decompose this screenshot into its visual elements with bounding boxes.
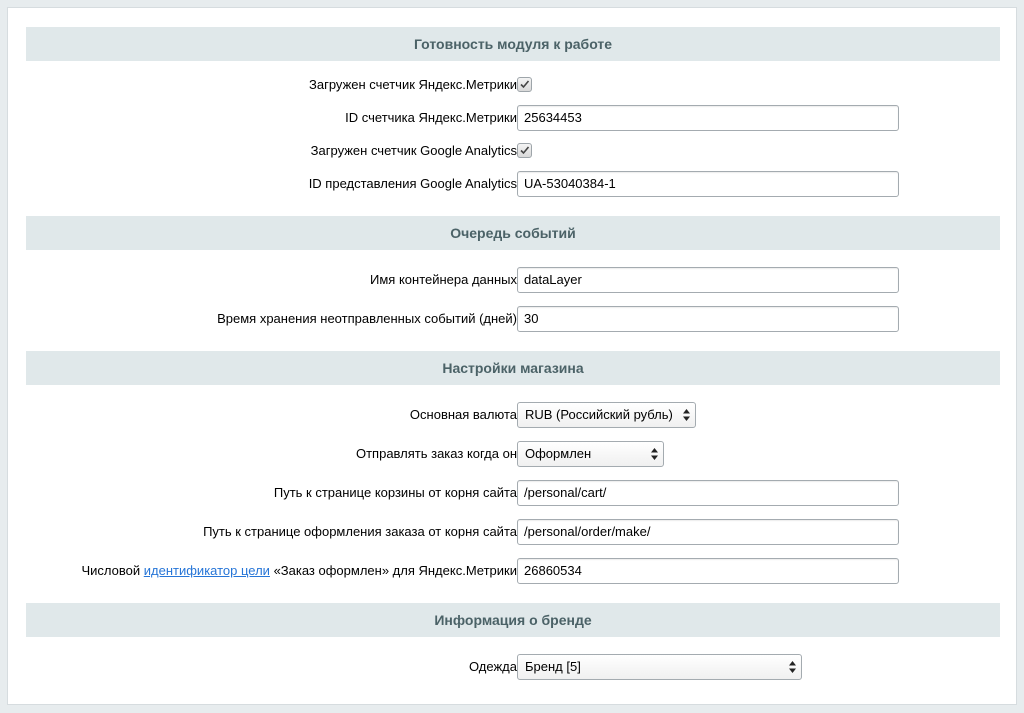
storage-days-input[interactable]: 30 (517, 306, 899, 332)
goal-id-label (82, 558, 518, 584)
row-clothes-brand (26, 654, 1000, 680)
yandex-loaded-checkbox[interactable] (517, 77, 532, 92)
cart-path-label: Путь к странице корзины от корня сайта (273, 485, 517, 500)
goal-id-label-suffix: «Заказ оформлен» для Яндекс.Метрики (269, 563, 517, 578)
send-order-select[interactable] (517, 441, 664, 467)
goal-id-label-prefix: Числовой (81, 563, 144, 578)
yandex-id-input[interactable]: 25634453 (517, 105, 899, 131)
section-header-shop: Настройки магазина (26, 351, 1000, 385)
send-order-select-value: Оформлен (525, 446, 592, 461)
ga-loaded-checkbox[interactable] (517, 143, 532, 158)
settings-panel (7, 7, 1017, 705)
row-storage (26, 306, 1000, 332)
row-cart-path (26, 480, 1000, 506)
currency-label: Основная валюта (409, 407, 517, 422)
select-arrows-icon (683, 409, 690, 421)
checkmark-icon (519, 145, 530, 156)
send-order-label: Отправлять заказ когда он (355, 446, 517, 461)
yandex-loaded-label: Загружен счетчик Яндекс.Метрики (309, 77, 517, 92)
currency-select-value: RUB (Российский рубль) (525, 407, 673, 422)
checkmark-icon (519, 79, 530, 90)
ga-loaded-label: Загружен счетчик Google Analytics (310, 143, 517, 158)
row-ga-loaded (26, 138, 1000, 164)
goal-id-link[interactable]: идентификатор цели (143, 563, 270, 578)
row-order-path (26, 519, 1000, 545)
yandex-id-label: ID счетчика Яндекс.Метрики (345, 110, 517, 125)
goal-id-input[interactable]: 26860534 (517, 558, 899, 584)
row-yandex-loaded (26, 72, 1000, 98)
row-currency (26, 402, 1000, 428)
row-goal-id (26, 558, 1000, 584)
row-container (26, 267, 1000, 293)
clothes-brand-select[interactable] (517, 654, 802, 680)
clothes-label: Одежда (468, 659, 517, 674)
storage-days-label: Время хранения неотправленных событий (дней) (217, 311, 517, 326)
select-arrows-icon (651, 448, 658, 460)
section-header-brand: Информация о бренде (26, 603, 1000, 637)
row-send-order (26, 441, 1000, 467)
section-header-queue: Очередь событий (26, 216, 1000, 250)
clothes-brand-select-value: Бренд [5] (525, 659, 581, 674)
cart-path-input[interactable]: /personal/cart/ (517, 480, 899, 506)
currency-select[interactable] (517, 402, 696, 428)
section-header-readiness: Готовность модуля к работе (26, 27, 1000, 61)
ga-id-input[interactable]: UA-53040384-1 (517, 171, 899, 197)
container-name-label: Имя контейнера данных (370, 272, 517, 287)
ga-id-label: ID представления Google Analytics (308, 176, 517, 191)
row-yandex-id (26, 105, 1000, 131)
row-ga-id (26, 171, 1000, 197)
order-path-label: Путь к странице оформления заказа от корня сайта (203, 524, 517, 539)
select-arrows-icon (789, 661, 796, 673)
container-name-input[interactable]: dataLayer (517, 267, 899, 293)
order-path-input[interactable]: /personal/order/make/ (517, 519, 899, 545)
